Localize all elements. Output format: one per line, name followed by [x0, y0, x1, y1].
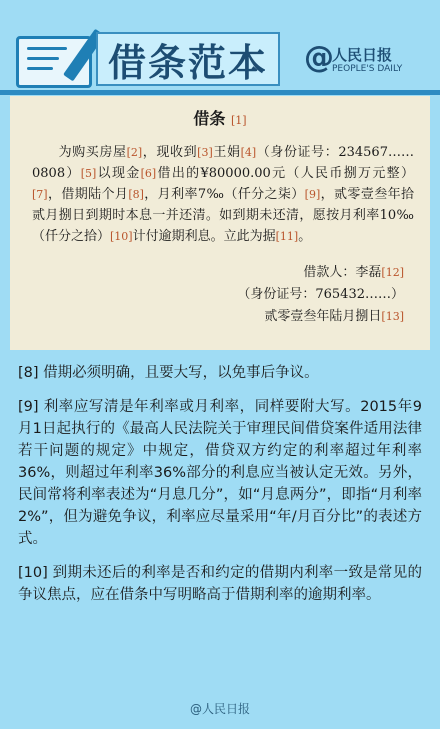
logo-english-text: PEOPLE'S DAILY — [332, 64, 403, 74]
body-text: 以现金 — [96, 166, 141, 181]
signature-date: 贰零壹叁年陆月捌日 — [264, 309, 382, 324]
note-10: [10] 到期未还后的利率是否和约定的借期内利率一致是常见的争议焦点，应在借条中写明略高于借期利率的逾期利率。 — [18, 565, 422, 603]
footnote-ref: [2] — [126, 146, 143, 159]
footnote-ref: [10] — [110, 230, 133, 243]
footnote-ref: [1] — [231, 114, 247, 127]
body-text: 为购买房屋 — [58, 145, 127, 160]
footnote-ref: [11] — [275, 230, 299, 243]
iou-document — [10, 96, 430, 350]
footnote-ref: [12] — [381, 266, 404, 279]
signature-block — [237, 262, 404, 328]
people-daily-logo — [304, 40, 432, 80]
note-9: [9] 利率应写清是年利率或月利率，同样要附大写。2015年9月1日起执行的《最高人民法院关于审理民间借贷案件适用法律若干问题的规定》中规定，借贷双方约定的利率超过年利率36%，则超过年利率36%部分的利息应当被认定无效。另外，民间常将利率表述为“月息几分”，如“月息两分”，即指“月利率2%”，但为避免争议，利率应尽量采用“年/月百分比”的表述方式。 — [18, 399, 422, 547]
body-text: ，贰零壹叁年拾贰月捌日到期时本息一并还清。如到期未还清，愿按月利率10‰（仟分之拾） — [32, 187, 414, 244]
note-8: [8] 借期必须明确，且要大写，以免事后争议。 — [18, 365, 319, 381]
footnote-ref: [5] — [80, 167, 97, 180]
footnote-ref: [8] — [128, 188, 144, 201]
document-title — [10, 106, 430, 129]
page-title: 借条范本 — [96, 32, 280, 86]
watermark: @人民日报 — [189, 702, 250, 716]
footnote-ref: [4] — [240, 146, 257, 159]
body-text: （身份证号：234567……0808） — [32, 145, 414, 181]
document-title-text: 借条 — [193, 109, 226, 128]
notes-section — [18, 362, 422, 618]
borrower-name: 借款人：李磊 — [303, 265, 382, 280]
loan-term: ，借期陆个月 — [47, 187, 129, 202]
lender-name: 王娟 — [212, 145, 241, 160]
body-text: 。 — [298, 229, 312, 244]
footnote-ref: [13] — [381, 310, 404, 323]
body-text: 计付逾期利息。立此为据 — [132, 229, 276, 244]
loan-amount: 借出的¥80000.00元（人民币捌万元整） — [156, 166, 414, 181]
logo-text: 人民日报 — [332, 46, 393, 64]
borrower-id: （身份证号：765432……） — [237, 287, 404, 302]
footnote-ref: [3] — [197, 146, 213, 159]
footnote-ref: [6] — [140, 167, 157, 180]
header-banner — [0, 0, 440, 100]
header-divider — [0, 90, 440, 95]
footnote-ref: [9] — [304, 188, 321, 201]
footnote-ref: [7] — [32, 188, 48, 201]
body-text: ，现收到 — [142, 145, 198, 160]
document-body — [32, 142, 414, 247]
interest-rate: ，月利率7‰（仟分之柒） — [143, 187, 305, 202]
at-icon: @ — [304, 40, 334, 75]
